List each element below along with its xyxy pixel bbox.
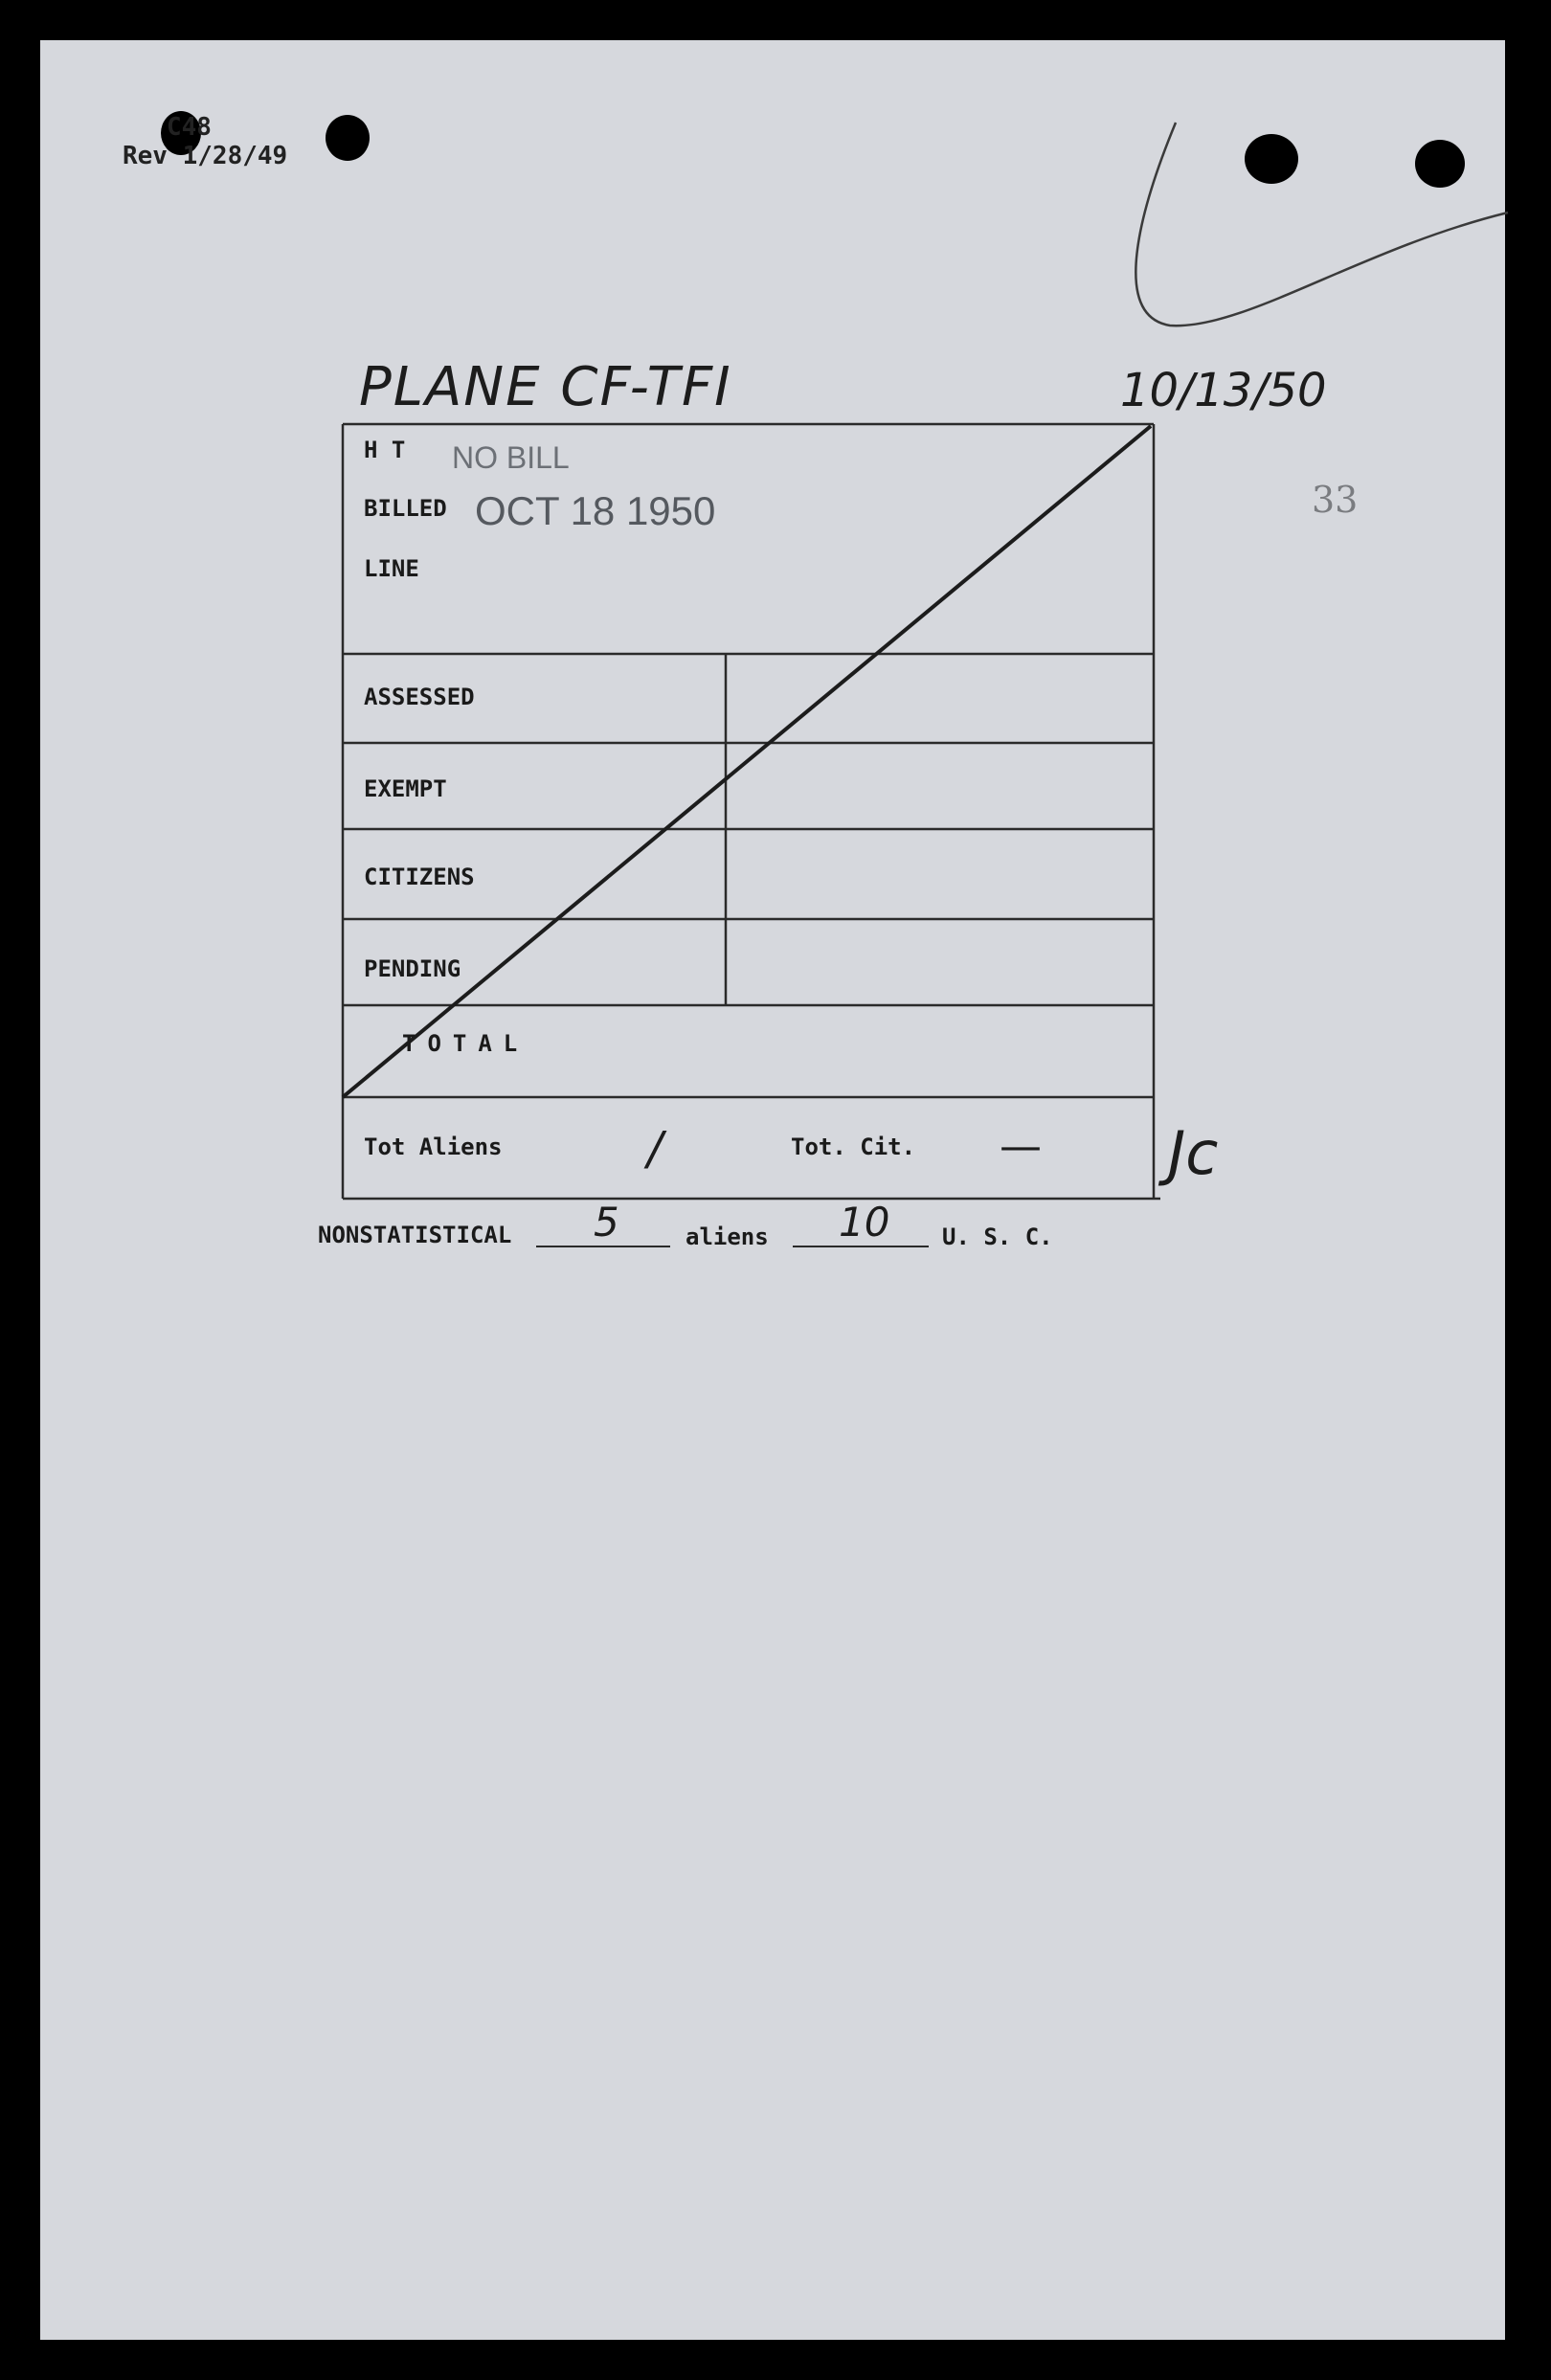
no-bill-stamp: NO BILL bbox=[452, 440, 570, 475]
date-handwriting: 10/13/50 bbox=[1120, 364, 1327, 417]
row-label-total: TOTAL bbox=[402, 1030, 529, 1057]
aliens-label: aliens bbox=[686, 1224, 769, 1250]
form-revision: Rev 1/28/49 bbox=[123, 142, 288, 170]
tot-cit-value: — bbox=[1000, 1122, 1042, 1171]
initials-handwriting: Jc bbox=[1168, 1118, 1219, 1188]
pencil-curve bbox=[1135, 123, 1508, 326]
row-label-ht: H T bbox=[364, 437, 406, 463]
tot-cit-label: Tot. Cit. bbox=[791, 1134, 916, 1160]
tot-aliens-value: / bbox=[647, 1122, 663, 1176]
tot-aliens-label: Tot Aliens bbox=[364, 1134, 503, 1160]
cancel-diagonal bbox=[343, 426, 1151, 1097]
nonstatistical-label: NONSTATISTICAL bbox=[318, 1222, 512, 1248]
plane-handwriting: PLANE CF-TFI bbox=[359, 356, 732, 418]
usc-value: 10 bbox=[839, 1199, 890, 1246]
row-label-exempt: EXEMPT bbox=[364, 775, 447, 802]
page-number: 33 bbox=[1312, 479, 1359, 521]
row-label-billed: BILLED bbox=[364, 495, 447, 522]
form-number: C48 bbox=[167, 113, 212, 142]
billed-date-stamp: OCT 18 1950 bbox=[475, 488, 716, 533]
nonstatistical-value: 5 bbox=[594, 1199, 619, 1246]
row-label-pending: PENDING bbox=[364, 955, 461, 982]
row-label-citizens: CITIZENS bbox=[364, 864, 475, 890]
row-label-assessed: ASSESSED bbox=[364, 684, 475, 710]
usc-label: U. S. C. bbox=[942, 1224, 1053, 1250]
row-label-line: LINE bbox=[364, 555, 419, 582]
